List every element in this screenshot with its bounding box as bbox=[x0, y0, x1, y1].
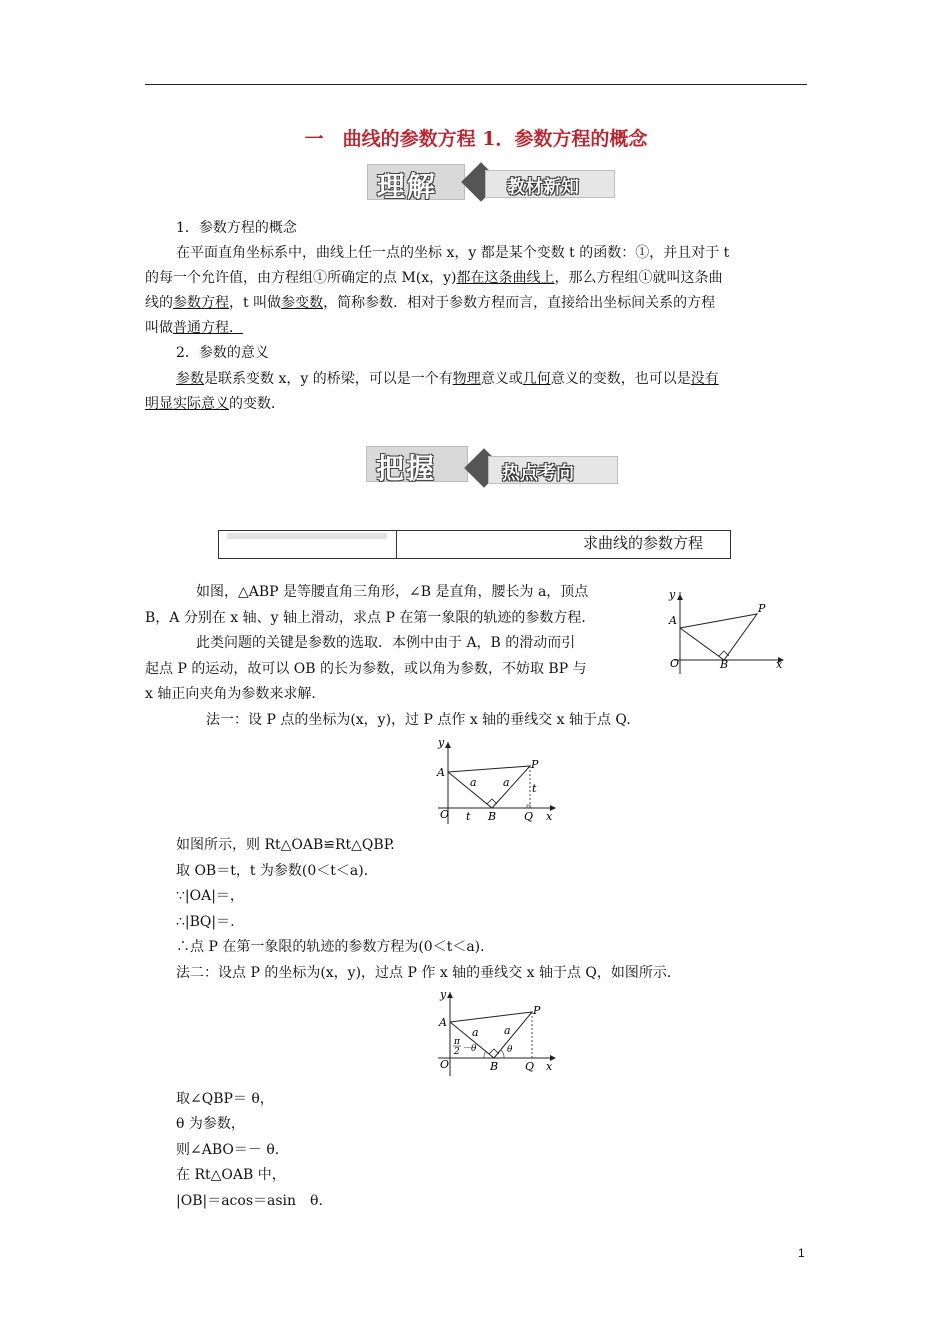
example-line3: 此类问题的关键是参数的选取．本例中由于 A，B 的滑动而引 bbox=[196, 635, 576, 651]
example-line4: 起点 P 的运动，故可以 OB 的长为参数，或以角为参数，不妨取 BP 与 bbox=[145, 661, 587, 677]
page-number: 1 bbox=[798, 1246, 805, 1260]
label-y: y bbox=[669, 588, 676, 601]
example-line6: 法一：设 P 点的坐标为(x，y)，过 P 点作 x 轴的垂线交 x 轴于点 Q. bbox=[206, 712, 631, 728]
triangle-abp bbox=[680, 614, 757, 660]
label-o: O bbox=[440, 808, 450, 821]
banner-sub-text: 热点考向 bbox=[502, 463, 574, 484]
label-y: y bbox=[438, 736, 445, 749]
underline-term: 参变数 bbox=[281, 295, 324, 311]
method1-line1: 如图所示，则 Rt△OAB≌Rt△QBP. bbox=[176, 837, 395, 853]
label-a-side2: a bbox=[503, 776, 510, 789]
label-a-side2: a bbox=[504, 1024, 511, 1037]
banner-understand bbox=[367, 164, 617, 204]
sec2-line1: 参数是联系变数 x，y 的桥梁，可以是一个有物理意义或几何意义的变数，也可以是没有 bbox=[176, 371, 719, 387]
method2-intro: 法二：设点 P 的坐标为(x，y)，过点 P 作 x 轴的垂线交 x 轴于点 Q，如图所示． bbox=[176, 965, 681, 981]
y-arrow bbox=[677, 594, 683, 600]
sec1-line1: 在平面直角坐标系中，曲线上任一点的坐标 x，y 都是某个变数 t 的函数：①，并且对于 t bbox=[176, 245, 730, 261]
sec1-line4: 叫做普通方程． bbox=[145, 320, 243, 336]
label-b: B bbox=[488, 810, 497, 823]
banner-grasp bbox=[366, 446, 626, 490]
label-y: y bbox=[440, 988, 447, 1001]
method2-line1: 取∠QBP＝ θ， bbox=[176, 1091, 274, 1107]
label-p: P bbox=[758, 602, 766, 615]
banner-main-text: 把握 bbox=[376, 452, 437, 485]
label-x: x bbox=[546, 810, 553, 823]
label-a: A bbox=[437, 766, 445, 779]
sec2-heading: 2．参数的意义 bbox=[176, 345, 269, 361]
example-line2: B，A 分别在 x 轴、y 轴上滑动，求点 P 在第一象限的轨迹的参数方程． bbox=[145, 610, 596, 626]
banner-sub-text: 教材新知 bbox=[507, 177, 579, 198]
underline-term: 都在这条曲线上 bbox=[456, 270, 555, 286]
banner-main-text: 理解 bbox=[377, 170, 438, 203]
topic-label-bar bbox=[227, 533, 387, 539]
label-q: Q bbox=[524, 810, 534, 823]
underline-term: 参数方程 bbox=[173, 295, 229, 311]
label-a-side1: a bbox=[470, 776, 477, 789]
label-x: x bbox=[776, 658, 783, 671]
label-t: t bbox=[466, 810, 471, 823]
method2-line3: 则∠ABO＝－ θ. bbox=[176, 1142, 280, 1158]
sec1-line2: 的每一个允许值，由方程组①所确定的点 M(x，y)都在这条曲线上，那么方程组①就叫这条曲 bbox=[145, 270, 723, 286]
label-a: A bbox=[439, 1016, 447, 1029]
label-o: O bbox=[670, 657, 680, 670]
y-arrow bbox=[447, 992, 453, 998]
example-line5: x 轴正向夹角为参数来求解． bbox=[145, 686, 326, 702]
sec1-heading: 1．参数方程的概念 bbox=[176, 220, 297, 236]
figure-triangle-2 bbox=[428, 736, 560, 828]
label-x: x bbox=[546, 1060, 553, 1073]
figure-triangle-3 bbox=[428, 988, 560, 1080]
label-b: B bbox=[490, 1060, 499, 1073]
label-q: Q bbox=[525, 1060, 535, 1073]
sec2-line2: 明显实际意义的变数． bbox=[145, 396, 285, 412]
method1-line5: ∴点 P 在第一象限的轨迹的参数方程为(0＜t＜a)． bbox=[176, 939, 495, 955]
label-a: A bbox=[669, 614, 677, 627]
example-line1: 如图，△ABP 是等腰直角三角形，∠B 是直角，腰长为 a，顶点 bbox=[196, 584, 589, 600]
label-theta: θ bbox=[507, 1045, 513, 1055]
right-angle-mark bbox=[487, 799, 497, 804]
topic-box bbox=[218, 530, 731, 559]
header-rule bbox=[145, 84, 807, 85]
label-a-side1: a bbox=[472, 1026, 479, 1039]
label-two: 2 bbox=[454, 1047, 460, 1057]
figure-triangle-1 bbox=[664, 586, 788, 678]
method1-line2: 取 OB＝t，t 为参数(0＜t＜a)． bbox=[176, 863, 378, 879]
method1-line3: ∵|OA|＝， bbox=[176, 888, 244, 904]
underline-term: 普通方程． bbox=[173, 320, 243, 336]
label-p: P bbox=[531, 758, 539, 771]
label-minus-theta: －θ bbox=[462, 1044, 477, 1054]
topic-title: 求曲线的参数方程 bbox=[583, 534, 704, 552]
sec1-line3: 线的参数方程，t 叫做参变数，简称参数．相对于参数方程而言，直接给出坐标间关系的方程 bbox=[145, 295, 716, 311]
method1-line4: ∴|BQ|＝. bbox=[176, 914, 235, 930]
label-b: B bbox=[720, 658, 729, 671]
page-title: 一 曲线的参数方程 1．参数方程的概念 bbox=[304, 128, 648, 150]
label-o: O bbox=[440, 1058, 450, 1071]
angle-arc-abo bbox=[484, 1051, 486, 1058]
method2-line2: θ 为参数， bbox=[176, 1116, 245, 1132]
topic-label-cell bbox=[219, 531, 397, 558]
method2-line4: 在 Rt△OAB 中， bbox=[176, 1167, 286, 1183]
label-pi: π bbox=[454, 1037, 460, 1047]
angle-arc-qbp bbox=[501, 1050, 504, 1058]
label-p: P bbox=[533, 1004, 541, 1017]
y-arrow bbox=[445, 742, 451, 748]
label-t-side: t bbox=[532, 782, 537, 795]
method2-line5: |OB|＝acos＝asin θ. bbox=[176, 1193, 323, 1209]
